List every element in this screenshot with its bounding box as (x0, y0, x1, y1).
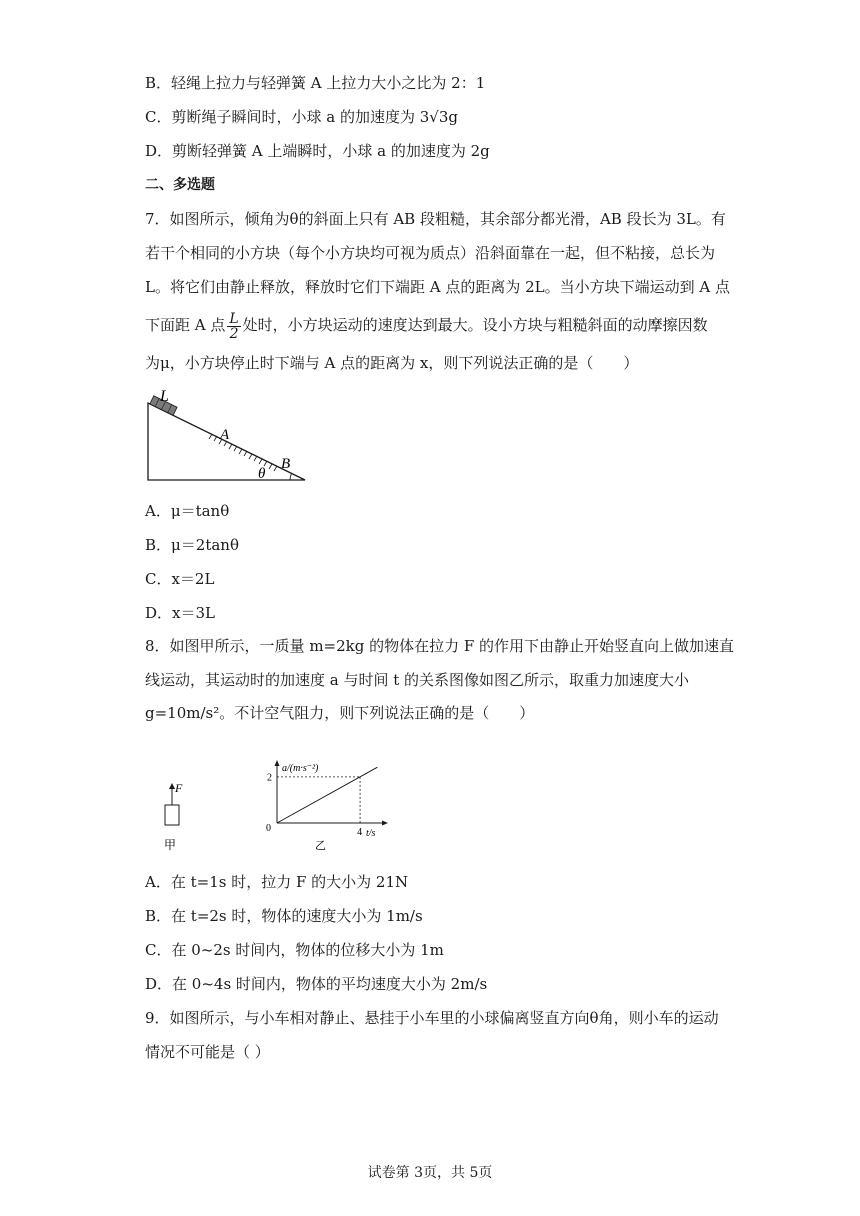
q8-line-1: 8．如图甲所示，一质量 m=2kg 的物体在拉力 F 的作用下由静止开始竖直向上做加速直 (145, 637, 735, 655)
q8-option-a: A．在 t=1s 时，拉力 F 的大小为 21N (145, 873, 409, 891)
q8-line-2: 线运动，其运动时的加速度 a 与时间 t 的关系图像如图乙所示，取重力加速度大小 (145, 671, 690, 689)
fraction-denominator: 2 (229, 325, 239, 342)
l-over-2-fraction (227, 312, 240, 341)
a-t-chart (255, 755, 395, 855)
q7-option-a: A．μ＝tanθ (145, 502, 230, 520)
q6-option-d: D．剪断轻弹簧 A 上端瞬时，小球 a 的加速度为 2g (145, 142, 490, 160)
q7-line-5: 为μ，小方块停止时下端与 A 点的距离为 x，则下列说法正确的是（ ） (145, 354, 639, 372)
q7-line-1: 7．如图所示，倾角为θ的斜面上只有 AB 段粗糙，其余部分都光滑，AB 段长为 3L。有 (145, 210, 726, 228)
caption-jia: 甲 (164, 838, 177, 852)
q6-option-c: C．剪断绳子瞬间时，小球 a 的加速度为 3√3g (145, 108, 458, 126)
theta-angle-arc (290, 474, 292, 481)
q7-line-3: L。将它们由静止释放，释放时它们下端距 A 点的距离为 2L。当小方块下端运动到 A 点 (145, 278, 730, 296)
q7-line-4-pre: 下面距 A 点 (145, 316, 226, 334)
force-label: F (175, 781, 183, 795)
q8-option-c: C．在 0~2s 时间内，物体的位移大小为 1m (145, 941, 444, 959)
label-theta: θ (258, 466, 266, 482)
q8-option-d: D．在 0~4s 时间内，物体的平均速度大小为 2m/s (145, 975, 488, 993)
q8-line-3: g=10m/s²。不计空气阻力，则下列说法正确的是（ ） (145, 704, 535, 722)
x-tick-label-4: 4 (357, 827, 363, 838)
figure-jia (150, 775, 200, 855)
q7-line-4-post: 处时，小方块运动的速度达到最大。设小方块与粗糙斜面的动摩擦因数 (242, 316, 708, 334)
q9-line-1: 9．如图所示，与小车相对静止、悬挂于小车里的小球偏离竖直方向θ角，则小车的运动 (145, 1009, 719, 1027)
object-box (165, 805, 179, 825)
y-axis-arrow (275, 760, 280, 766)
label-l: L (160, 388, 169, 405)
caption-yi: 乙 (315, 840, 326, 852)
q7-option-c: C．x＝2L (145, 570, 215, 588)
section-title: 二、多选题 (145, 177, 215, 193)
q8-option-b: B．在 t=2s 时，物体的速度大小为 1m/s (145, 907, 423, 925)
x-axis-label: t/s (366, 828, 376, 839)
y-tick-label-2: 2 (267, 772, 272, 784)
label-a: A (220, 427, 230, 443)
page-footer: 试卷第 3页，共 5页 (367, 1165, 493, 1181)
incline-figure (140, 385, 315, 485)
fraction-numerator: L (229, 310, 239, 327)
q7-line-2: 若干个相同的小方块（每个小方块均可视为质点）沿斜面靠在一起，但不粘接，总长为 (145, 244, 716, 262)
origin-label: 0 (266, 823, 271, 834)
q7-line-4 (145, 309, 708, 341)
q6-option-b: B．轻绳上拉力与轻弹簧 A 上拉力大小之比为 2：1 (145, 74, 486, 92)
label-b: B (281, 456, 291, 472)
q9-line-2: 情况不可能是（ ） (145, 1043, 270, 1061)
series-line (277, 767, 377, 823)
y-axis-label: a/(m·s⁻²) (282, 763, 319, 774)
q7-option-d: D．x＝3L (145, 604, 215, 622)
x-axis-arrow (382, 821, 388, 826)
q7-option-b: B．μ＝2tanθ (145, 536, 239, 554)
